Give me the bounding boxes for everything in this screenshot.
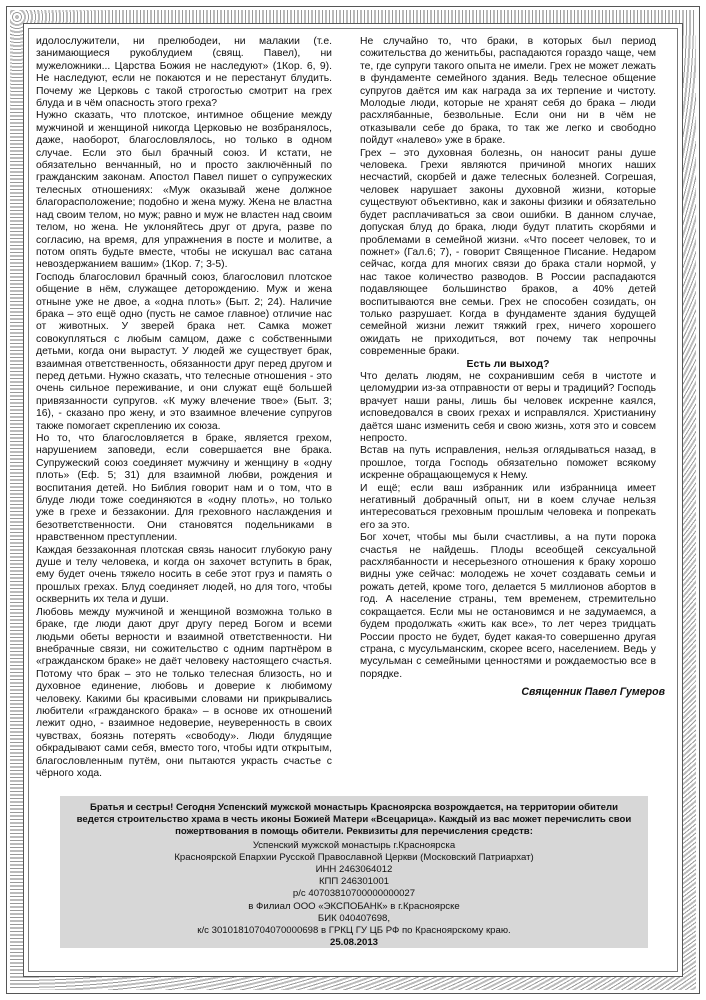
requisite-line: Успенский мужской монастырь г.Красноярска xyxy=(252,839,456,851)
left-column xyxy=(36,36,332,780)
paragraph: Нужно сказать, что плотское, интимное общение между мужчиной и женщиной никогда Церковью не возбранялось, даже, наоборот, благословлялось, но только в одном случае. Если это был брачный союз. И кстати, не обязательно венчанный, но и просто заключённый по гражданским законам. Апостол Павел пишет о супружеских телесных отношениях: «Муж оказывай жене должное благорасположение; подобно и жена мужу. Жена не властна над своим телом, но муж; равно и муж не властен над своим телом, но жена. Не уклоняйтесь друг от друга, разве по согласию, на время, для упражнения в посте и молитве, а потом опять будьте вместе, чтобы не искушал вас сатана невоздержанием вашим» (1Кор. 7; 3-5). xyxy=(36,110,332,271)
paragraph: Не случайно то, что браки, в которых был период сожительства до женитьбы, распадаются гораздо чаще, чем те, где супруги такого опыта не имели. Грех не может лежать в фундаменте семейного здания. Ведь телесное общение супругов даётся им как награда за их терпение и чистоту. Молодые люди, которые не хранят себя до брака – люди расхлябанные, безвольные. Если они ни в чём не отказывали себе до брака, то так же легко и свободно пойдут «налево» уже в браке. xyxy=(360,36,656,147)
requisite-line: КПП 246301001 xyxy=(318,876,390,888)
paragraph: Что делать людям, не сохранившим себя в чистоте и целомудрии из-за отправности от веры и традиций? Господь врачует наши раны, лишь бы человек искренне каялся, исповедовался в своих грехах и исправлялся. Христианину даётся шанс изменить себя и свою жизнь, хотя это и совсем непросто. xyxy=(360,370,656,444)
appeal-lead: Братья и сестры! Сегодня Успенский мужской монастырь Красноярска возрождается, на территории обители ведется строительство храма в честь иконы Божией Матери «Всецарица». Каждый из вас может перечислить свои пожертвования в помощь обители. Реквизиты для перечисления средств: xyxy=(76,802,632,838)
paragraph: Любовь между мужчиной и женщиной возможна только в браке, где люди дают друг другу перед Богом и всеми людьми обеты верности и взаимной ответственности. Ни внебрачные связи, ни сожительство с одним партнёром в «гражданском браке» не даёт человеку настоящего счастья. Потому что брак – это не только телесная близость, но и духовное единение, любовь и доверие к любимому человеку. Какими бы красивыми словами ни прикрывались любители «гражданского брака» – в основе их отношений лежит одно, - взаимное недоверие, неуверенность в своих чувствах, боязнь потерять «свободу». Люди блудящие обкрадывают сами себя, вместо того, чтобы идти открытым, благословленным путём, они пытаются украсть счастье с чёрного хода. xyxy=(36,606,332,779)
author-signature: Священник Павел Гумеров xyxy=(521,686,665,698)
section-heading: Есть ли выход? xyxy=(466,358,550,370)
appeal-date: 25.08.2013 xyxy=(329,937,378,949)
requisite-line: р/с 40703810700000000027 xyxy=(292,888,416,900)
paragraph: Каждая беззаконная плотская связь наносит глубокую рану душе и телу человека, и когда он захочет вступить в брак, ему будет очень тяжело носить в себе этот груз и память о прошлых грехах. Блуд соединяет людей, но для того, чтобы осквернить их тела и души. xyxy=(36,544,332,606)
donation-appeal-box xyxy=(60,796,648,948)
right-column xyxy=(360,36,656,681)
paragraph: Грех – это духовная болезнь, он наносит раны душе человека. Грехи являются причиной многих наших несчастий, скорбей и даже телесных болезней. Согрешая, человек нарушает законы духовной жизни, которые существуют объективно, как и законы физики и обязательно будет расплачиваться за свои ошибки. В данном случае, допуская блуд до брака, люди будут платить скорбями и проблемами в семейной жизни. «Что посеет человек, то и пожнет» (Гал.6; 7), - говорит Священное Писание. Недаром сейчас, когда для многих связи до брака стали нормой, у нас такое количество разводов. В России распадаются подавляющее большинство браков, а 40% детей воспитываются вне семьи. Грех не способен созидать, он только разрушает. Когда в фундаменте здания будущей семейной жизни лежит тяжкий грех, ничего хорошего ожидать не приходиться, вот почему так непрочны современные браки. xyxy=(360,147,656,358)
paragraph: И ещё; если ваш избранник или избранница имеет негативный добрачный опыт, ни в коем случае нельзя интересоваться греховным прошлым человека и попрекать его за это. xyxy=(360,482,656,531)
paragraph: Но то, что благословляется в браке, является грехом, нарушением заповеди, если совершается вне брака. Супружеский союз соединяет мужчину и женщину в «одну плоть» (Еф. 5; 31) для взаимной любви, рождения и воспитания детей. Но Библия говорит нам и о том, что в блуде люди тоже соединяются в «одну плоть», но только уже в грехе и беззаконии. Для греховного наслаждения и безответственности. Они становятся подельниками в нравственном преступлении. xyxy=(36,433,332,544)
requisite-line: БИК 040407698, xyxy=(317,912,391,924)
requisite-line: Красноярской Епархии Русской Православной Церкви (Московский Патриархат) xyxy=(174,851,534,863)
paragraph: идолослужители, ни прелюбодеи, ни малакии (т.е. занимающиеся рукоблудием (свящ. Павел), ни мужеложники... Царства Божия не наследуют» (1Кор. 6, 9). Не наследуют, если не покаются и не перестанут блудить. Почему же Церковь с такой строгостью смотрит на грех блуда и в чём опасность этого греха? xyxy=(36,36,332,110)
requisite-line: в Филиал ООО «ЭКСПОБАНК» в г.Красноярске xyxy=(248,900,460,912)
requisite-line: к/с 30101810704070000698 в ГРКЦ ГУ ЦБ РФ по Красноярскому краю. xyxy=(197,925,511,937)
paragraph: Господь благословил брачный союз, благословил плотское общение в нём, служащее деторождению. Муж и жена отныне уже не двое, а «одна плоть» (Быт. 2; 24). Наличие брака – это ещё одно (пусть не самое главное) отличие нас от животных. У зверей брака нет. Самка может совокупляться с любым самцом, даже с собственными детьми, когда они вырастут. У людей же существует брак, взаимная ответственность, обязанности друг перед другом и перед детьми. Нужно сказать, что телесные отношения - это очень сильное переживание, и они служат ещё большей привязанности супругов. «К мужу влечение твое» (Быт. 3; 16), - сказано про жену, и это взаимное влечение супругов также помогает скреплению их союза. xyxy=(36,271,332,432)
paragraph: Бог хочет, чтобы мы были счастливы, а на пути порока счастья не найдешь. Плоды всеобщей сексуальной расхлябанности и несерьезного отношения к браку хорошо видны уже сейчас: молодежь не хочет создавать семьи и рожать детей, кроме того, делается 5 миллионов абортов в год. А население страны, тем временем, стремительно сокращается. Если мы не остановимся и не задумаемся, а будем продолжать «жить как все», то лет через тридцать России просто не будет, будет какая-то совершенно другая страна, с мусульманским, скорее всего, населением. Ведь у мусульман с семейными ценностями и рождаемостью все в порядке. xyxy=(360,532,656,680)
requisite-line: ИНН 2463064012 xyxy=(315,864,393,876)
paragraph: Встав на путь исправления, нельзя оглядываться назад, в прошлое, тогда Господь обязательно поможет всякому искренне обращающемуся к Нему. xyxy=(360,445,656,482)
